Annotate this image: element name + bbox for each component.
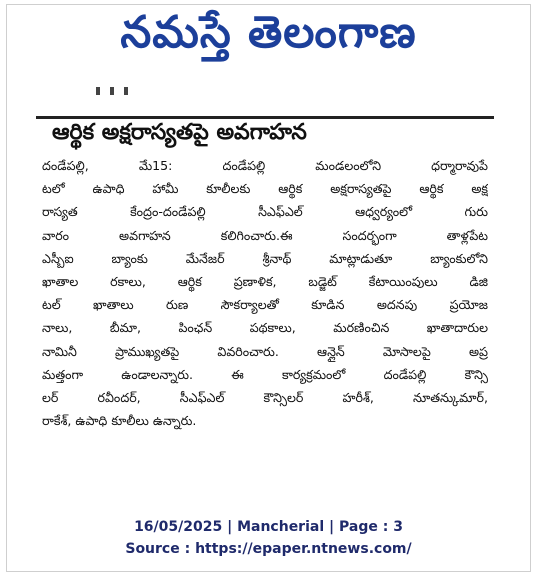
footer-meta: 16/05/2025 | Mancherial | Page : 3 bbox=[134, 519, 403, 535]
article-line: టల్ ఖాతాలు రుణ సౌకర్యాలతో కూడిన అదనపు ప్రయోజ bbox=[42, 297, 488, 313]
cropped-text-fragment bbox=[96, 80, 146, 92]
article-clipping bbox=[36, 78, 494, 496]
article-line: రాకేశ్, ఉపాధి కూలీలు ఉన్నారు. bbox=[42, 413, 197, 429]
masthead-logo: నమస్తే తెలంగాణ bbox=[120, 7, 417, 58]
article-line: లర్ రవీందర్, సీఎఫ్ఎల్ కౌన్సిలర్ హరీశ్, నూతన్కుమార్, bbox=[42, 390, 488, 406]
article-line: రాస్యత కేంద్రం-దండేపల్లి సీఎఫ్ఎల్ ఆధ్వర్యంలో గురు bbox=[42, 204, 488, 220]
article-body bbox=[42, 154, 488, 432]
article-line: నామినీ ప్రాముఖ్యతపై వివరించారు. ఆన్లైన్ మోసాలపై అప్ర bbox=[42, 343, 488, 359]
newspaper-masthead bbox=[20, 6, 517, 70]
article-line: మత్తంగా ఉండాలన్నారు. ఈ కార్యక్రమంలో దండేపల్లి కౌన్సి bbox=[42, 366, 488, 382]
article-line: టలో ఉపాధి హామీ కూలీలకు ఆర్థిక అక్షరాస్యతపై ఆర్థిక అక్ష bbox=[42, 181, 488, 197]
article-line: నాలు, బీమా, పింఛన్ పథకాలు, మరణించిన ఖాతాదారుల bbox=[42, 320, 488, 336]
footer-source-link[interactable]: Source : https://epaper.ntnews.com/ bbox=[125, 541, 412, 557]
article-line: ఎస్బీఐ బ్యాంకు మేనేజర్ శ్రీనాథ్ మాట్లాడుతూ బ్యాంకులోని bbox=[42, 250, 488, 266]
article-line: దండేపల్లి, మే15: దండేపల్లి మండలంలోని ధర్మారావుపే bbox=[42, 158, 488, 173]
article-headline: ఆర్థిక అక్షరాస్యతపై అవగాహన bbox=[52, 120, 307, 145]
article-line: వారం అవగాహన కలిగించారు.ఈ సందర్భంగా తాళ్లపేట bbox=[42, 227, 488, 243]
article-line: ఖాతాల రకాలు, ఆర్థిక ప్రణాళిక, బడ్జెట్ కేటాయింపులు డిజి bbox=[42, 274, 488, 290]
